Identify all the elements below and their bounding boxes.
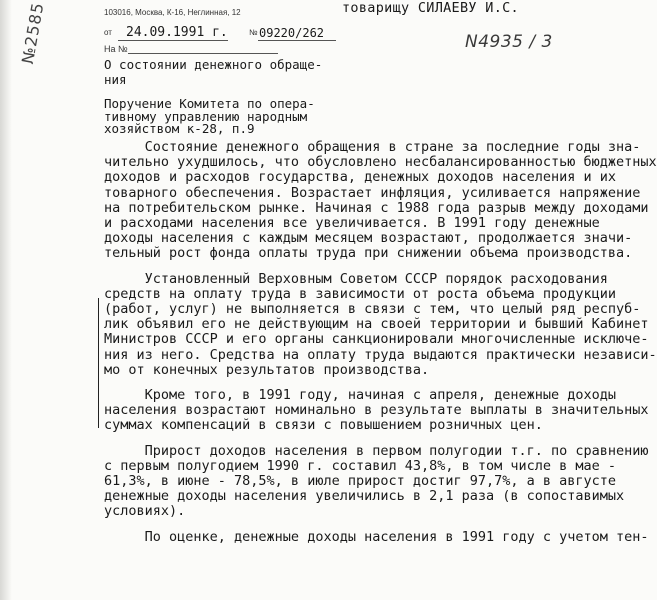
handwritten-registration-number: N4935 / 3: [465, 32, 553, 52]
body-line: Состояние денежного обращения в стране за последние годы зна-: [104, 139, 641, 155]
body-line: с первым полугодием 1990 г. составил 43,8%, в том числе в мае -: [104, 457, 617, 474]
date-number-row: [104, 26, 344, 42]
subject-line: О состоянии денежного обраще-: [104, 57, 323, 72]
body-line: лик объявил его не действующим на своей территории и бывший Кабинет: [104, 316, 649, 333]
body-line: Министров СССР и его органы санкционировали многочисленные исключе-: [104, 331, 649, 348]
margin-mark: [98, 298, 99, 428]
body-line: условиях).: [104, 503, 186, 520]
body-line: населения возрастают номинально в результате выплаты в значительных: [104, 402, 649, 419]
body-line: и расходами населения все увеличивается. В 1991 году денежные: [104, 215, 600, 231]
body-line: 61,3%, в июне - 78,5%, в июле прирост достиг 97,7%, а в августе: [104, 473, 617, 489]
body-line: ния из него. Средства на оплату труда выдаются практически независи-: [104, 346, 657, 363]
body-line: По оценке, денежные доходы населения в 1991 году с учетом тен-: [104, 528, 649, 545]
body-line: суммах компенсаций в связи с повышением розничных цен.: [104, 417, 543, 434]
body-line: Кроме того, в 1991 году, начиная с апреля, денежные доходы: [104, 387, 617, 403]
reference-block: [104, 98, 315, 136]
subject-block: [104, 57, 322, 87]
body-line: чительно ухудшилось, что обусловлено несбалансированностью бюджетных: [104, 154, 657, 171]
body-line: доходы населения с каждым месяцем возрастают, продолжается значи-: [104, 230, 633, 247]
body-line: на потребительском рынке. Начиная с 1988 года разрыв между доходами: [104, 199, 649, 216]
scan-edge-shadow: [0, 0, 12, 600]
body-line: Прирост доходов населения в первом полугодии т.г. по сравнению: [104, 442, 649, 459]
reference-line: хозяйством к-28, п.9: [104, 121, 255, 136]
body-line: товарного обеспечения. Возрастает инфляция, усиливается напряжение: [104, 184, 641, 201]
reply-to-underline: [128, 53, 278, 54]
body-line: тельный рост фонда оплаты труда при снижении объема производства.: [104, 245, 633, 262]
body-line: (работ, услуг) не выполняется в связи с тем, что целый ряд респуб-: [104, 301, 641, 317]
reply-to-label: На №: [104, 44, 128, 54]
letterhead-address: 103016, Москва, К-16, Неглинная, 12: [104, 8, 241, 17]
body-line: доходов и расходов государства, денежных доходов населения и их: [104, 169, 617, 186]
reference-line: тивному управлению народным: [104, 108, 308, 124]
number-underline: [258, 40, 336, 41]
reply-to-row: [104, 42, 344, 56]
body-line: денежные доходы населения увеличились в 2,1 раза (в сопоставимых: [104, 488, 625, 505]
from-label: от: [104, 28, 112, 37]
body-line: средств на оплату труда в зависимости от роста объема продукции: [104, 285, 617, 302]
addressee: товарищу СИЛАЕВУ И.С.: [342, 0, 519, 16]
subject-line: ния: [104, 72, 127, 87]
number-label: №: [249, 28, 258, 37]
reference-line: Поручение Комитета по опера-: [104, 96, 315, 111]
margin-stamp-number: №2585: [18, 0, 48, 66]
document-date: 24.09.1991 г.: [126, 25, 228, 40]
date-underline: [118, 40, 228, 41]
body-line: мо от конечных результатов производства.: [104, 361, 430, 378]
body-line: Установленный Верховным Советом СССР порядок расходования: [104, 270, 608, 287]
document-number: 09220/262: [259, 26, 325, 40]
